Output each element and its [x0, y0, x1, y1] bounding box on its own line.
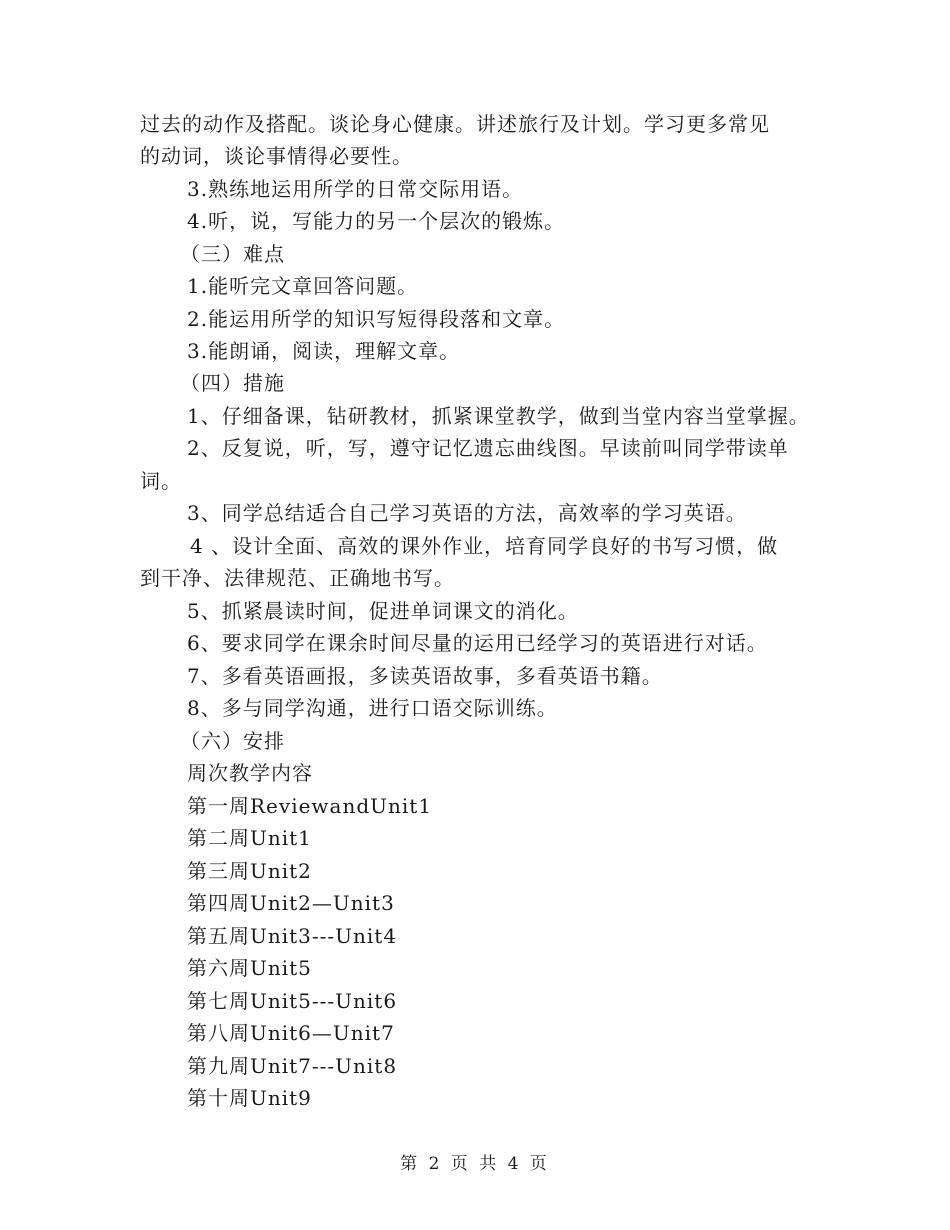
text-line: 2、反复说，听，写，遵守记忆遗忘曲线图。早读前叫同学带读单 — [187, 436, 789, 460]
section-heading: （三）难点 — [180, 242, 285, 266]
schedule-row: 第十周Unit9 — [187, 1086, 312, 1110]
text-line: 3.熟练地运用所学的日常交际用语。 — [187, 177, 524, 201]
text-line: 8、多与同学沟通，进行口语交际训练。 — [187, 696, 558, 720]
text-line: 的动词，谈论事情得必要性。 — [140, 144, 413, 168]
text-line: 到干净、法律规范、正确地书写。 — [140, 566, 455, 590]
schedule-row: 第九周Unit7---Unit8 — [187, 1054, 398, 1078]
schedule-row: 第一周ReviewandUnit1 — [187, 794, 433, 818]
text-line: 词。 — [140, 469, 182, 493]
text-line: 1、仔细备课，钻研教材，抓紧课堂教学，做到当堂内容当堂掌握。 — [187, 404, 810, 428]
text-line: 2.能运用所学的知识写短得段落和文章。 — [187, 307, 566, 331]
schedule-row: 第五周Unit3---Unit4 — [187, 924, 398, 948]
text-line: 6、要求同学在课余时间尽量的运用已经学习的英语进行对话。 — [187, 631, 768, 655]
text-line: 7、多看英语画报，多读英语故事，多看英语书籍。 — [187, 664, 663, 688]
schedule-row: 第七周Unit5---Unit6 — [187, 989, 398, 1013]
schedule-row: 第二周Unit1 — [187, 826, 312, 850]
schedule-row: 第三周Unit2 — [187, 859, 312, 883]
schedule-row: 第八周Unit6—Unit7 — [187, 1021, 395, 1045]
text-line: 3、同学总结适合自己学习英语的方法，高效率的学习英语。 — [187, 501, 747, 525]
text-line: 4 、设计全面、高效的课外作业，培育同学良好的书写习惯，做 — [190, 534, 779, 558]
schedule-row: 第六周Unit5 — [187, 956, 312, 980]
text-line: 5、抓紧晨读时间，促进单词课文的消化。 — [187, 599, 579, 623]
section-heading: （六）安排 — [180, 729, 285, 753]
section-heading: （四）措施 — [180, 371, 285, 395]
text-line: 3.能朗诵，阅读，理解文章。 — [187, 339, 461, 363]
text-line: 1.能听完文章回答问题。 — [187, 274, 419, 298]
text-line: 过去的动作及搭配。谈论身心健康。讲述旅行及计划。学习更多常见 — [140, 112, 770, 136]
schedule-row: 第四周Unit2—Unit3 — [187, 891, 395, 915]
text-line: 4.听，说，写能力的另一个层次的锻炼。 — [187, 209, 566, 233]
schedule-header: 周次教学内容 — [187, 761, 313, 785]
page-number-footer: 第 2 页 共 4 页 — [400, 1154, 550, 1174]
